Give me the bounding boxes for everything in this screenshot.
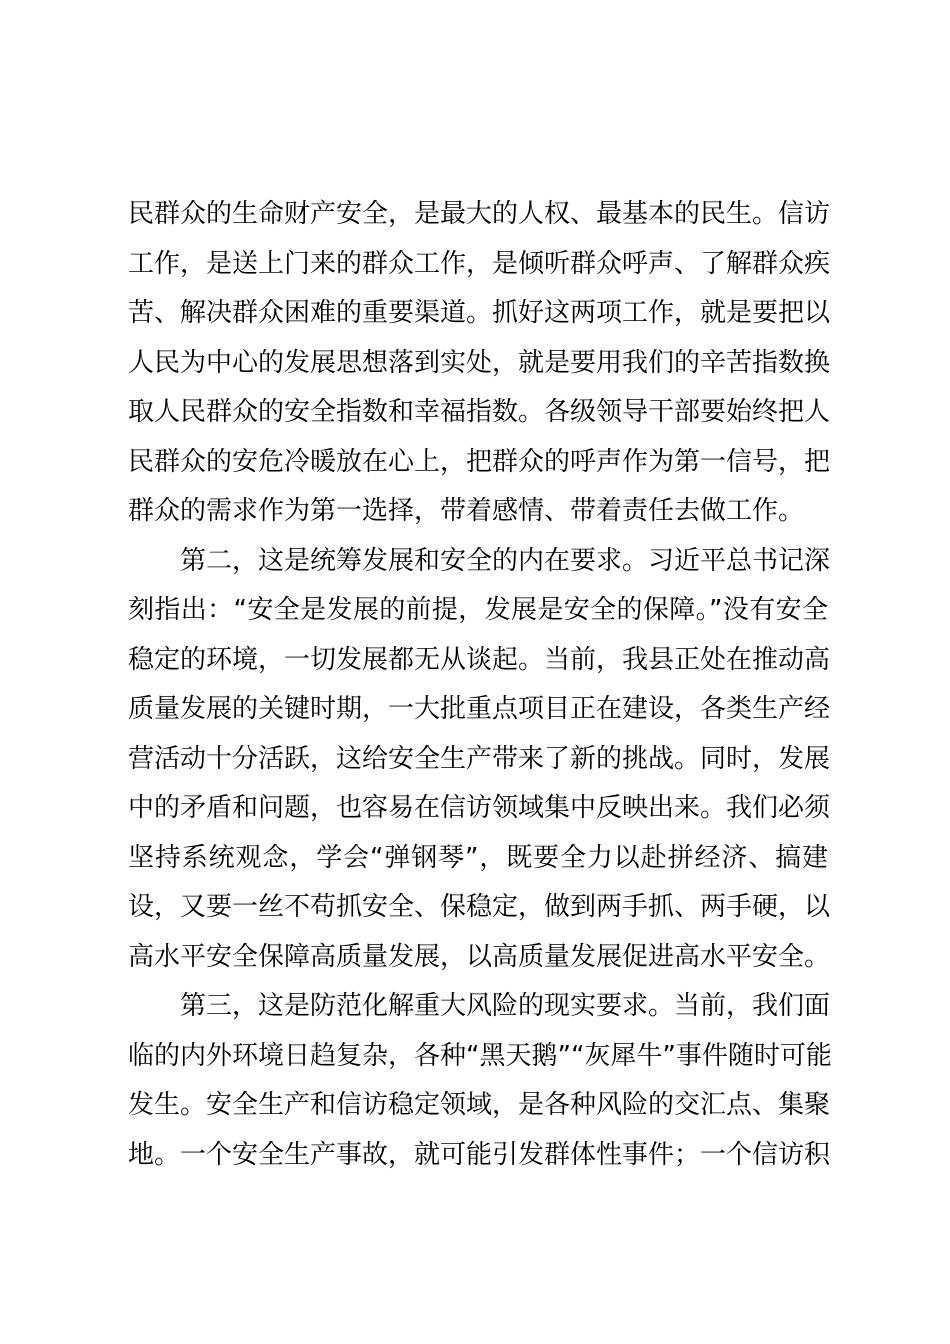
paragraph-line: 高水平安全保障高质量发展，以高质量发展促进高水平安全。 bbox=[128, 942, 831, 972]
paragraph-line: 群众的需求作为第一选择，带着感情、带着责任去做工作。 bbox=[128, 496, 805, 526]
paragraph-line: 发生。安全生产和信访稳定领域，是各种风险的交汇点、集聚 bbox=[128, 1090, 831, 1120]
paragraph-line: 中的矛盾和问题，也容易在信访领域集中反映出来。我们必须 bbox=[128, 793, 831, 823]
paragraph-line: 苦、解决群众困难的重要渠道。抓好这两项工作，就是要把以 bbox=[128, 298, 831, 328]
paragraph-line: 刻指出：“安全是发展的前提，发展是安全的保障。”没有安全 bbox=[128, 595, 828, 625]
paragraph-line: 地。一个安全生产事故，就可能引发群体性事件；一个信访积 bbox=[128, 1140, 831, 1170]
paragraph-line: 民群众的生命财产安全，是最大的人权、最基本的民生。信访 bbox=[128, 199, 831, 229]
paragraph-line: 取人民群众的安全指数和幸福指数。各级领导干部要始终把人 bbox=[128, 397, 831, 427]
paragraph-line: 质量发展的关键时期，一大批重点项目正在建设，各类生产经 bbox=[128, 694, 831, 724]
paragraph-line: 临的内外环境日趋复杂，各种“黑天鹅”“灰犀牛”事件随时可能 bbox=[128, 1041, 832, 1071]
paragraph-line: 人民为中心的发展思想落到实处，就是要用我们的辛苦指数换 bbox=[128, 348, 831, 378]
paragraph-line: 营活动十分活跃，这给安全生产带来了新的挑战。同时，发展 bbox=[128, 744, 831, 774]
paragraph-line: 工作，是送上门来的群众工作，是倾听群众呼声、了解群众疾 bbox=[128, 249, 831, 279]
paragraph-line: 民群众的安危冷暖放在心上，把群众的呼声作为第一信号，把 bbox=[128, 447, 831, 477]
paragraph-first-line: 第二，这是统筹发展和安全的内在要求。习近平总书记深 bbox=[180, 546, 831, 576]
paragraph-line: 设，又要一丝不苟抓安全、保稳定，做到两手抓、两手硬，以 bbox=[128, 892, 831, 922]
paragraph-line: 坚持系统观念，学会“弹钢琴”，既要全力以赴拼经济、搞建 bbox=[128, 843, 828, 873]
paragraph-first-line: 第三，这是防范化解重大风险的现实要求。当前，我们面 bbox=[180, 991, 831, 1021]
paragraph-line: 稳定的环境，一切发展都无从谈起。当前，我县正处在推动高 bbox=[128, 645, 831, 675]
